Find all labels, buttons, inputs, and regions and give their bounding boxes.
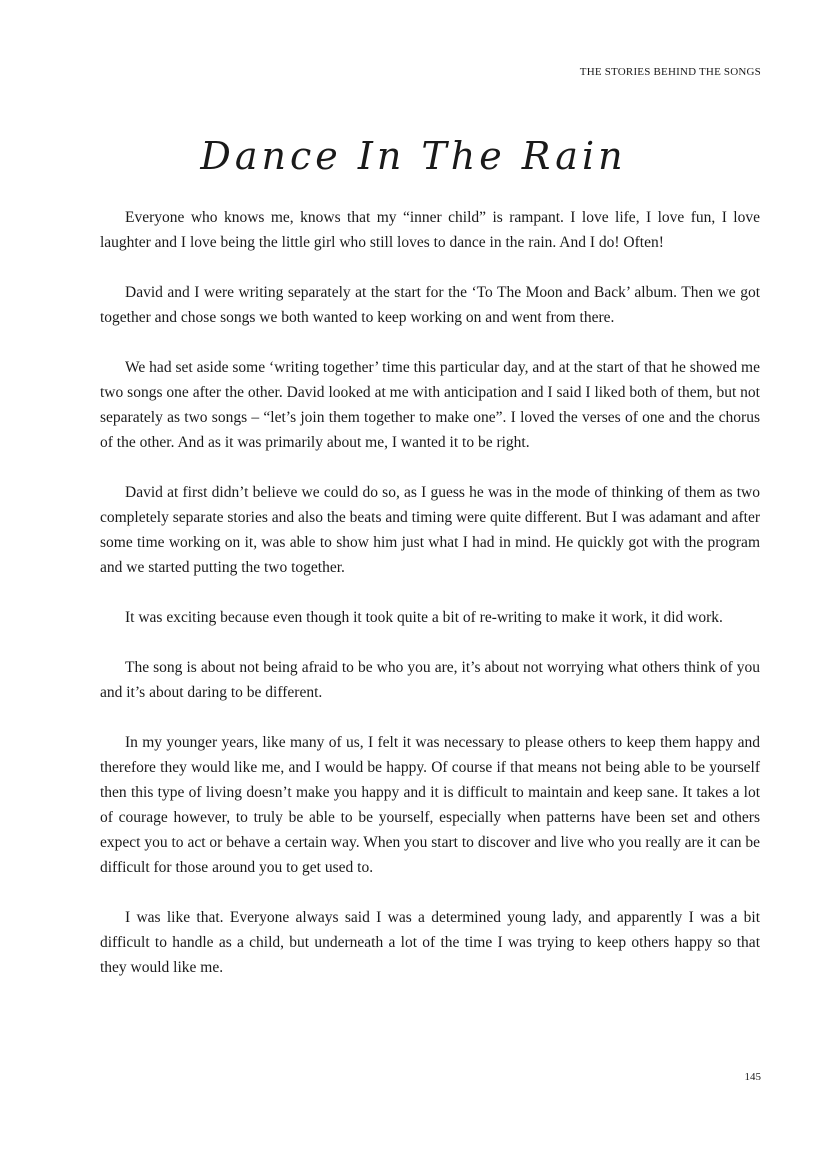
paragraph-6: The song is about not being afraid to be who you are, it’s about not worrying what others think of you and it’s about daring to be different. (100, 659, 760, 701)
paragraph-1: Everyone who knows me, knows that my “inner child” is rampant. I love life, I love fun, I love laughter and I love being the little girl who still loves to dance in the rain. And I do! Often! (100, 209, 760, 251)
paragraph-3: We had set aside some ‘writing together’ time this particular day, and at the start of that he showed me two songs one after the other. David looked at me with anticipation and I said I liked both of them, but not separately as two songs – “let’s join them together to make one”. I loved the verses of one and the chorus of the other. And as it was primarily about me, I wanted it to be right. (100, 359, 760, 451)
paragraph-4: David at first didn’t believe we could do so, as I guess he was in the mode of thinking of them as two completely separate stories and also the beats and timing were quite different. But I was adamant and after some time working on it, was able to show him just what I had in mind. He quickly got with the program and we started putting the two together. (100, 484, 760, 576)
page-number: 145 (744, 1071, 761, 1083)
paragraph-5: It was exciting because even though it took quite a bit of re-writing to make it work, it did work. (125, 609, 723, 626)
running-header: THE STORIES BEHIND THE SONGS (579, 66, 761, 78)
paragraph-2: David and I were writing separately at the start for the ‘To The Moon and Back’ album. Then we got together and chose songs we both wanted to keep working on and went from there. (100, 284, 760, 326)
paragraph-7: In my younger years, like many of us, I felt it was necessary to please others to keep them happy and therefore they would like me, and I would be happy. Of course if that means not being able to be yourself then this type of living doesn’t make you happy and it is difficult to maintain and keep sane. It takes a lot of courage however, to truly be able to be yourself, especially when patterns have been set and others expect you to act or behave a certain way. When you start to discover and live who you really are it can be difficult for those around you to get used to. (100, 734, 760, 876)
paragraph-8: I was like that. Everyone always said I was a determined young lady, and apparently I was a bit difficult to handle as a child, but underneath a lot of the time I was trying to keep others happy so that they would like me. (100, 909, 760, 976)
body-text (100, 205, 760, 1005)
chapter-title: Dance In The Rain (200, 134, 627, 178)
